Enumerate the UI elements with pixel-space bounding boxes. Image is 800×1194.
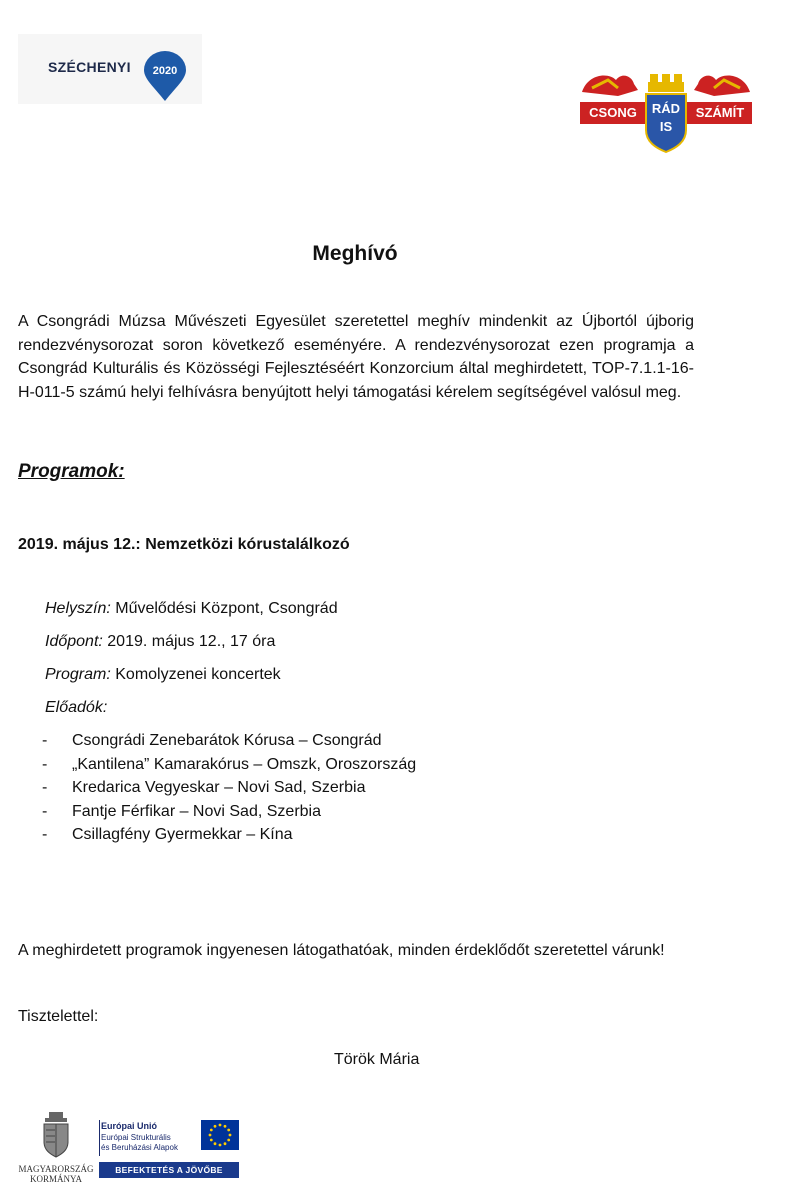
eu-logo-banner: BEFEKTETÉS A JÖVŐBE: [99, 1162, 239, 1178]
time-value: 2019. május 12., 17 óra: [107, 633, 276, 650]
list-item: [42, 823, 416, 847]
performers-label: Előadók:: [45, 699, 108, 716]
time-label: Időpont:: [45, 633, 103, 650]
list-dash: -: [42, 779, 48, 796]
performer-name: Csillagfény Gyermekkar – Kína: [72, 826, 293, 843]
venue-label: Helyszín:: [45, 600, 111, 617]
szechenyi-pin-icon: [140, 51, 190, 103]
performer-name: „Kantilena” Kamarakórus – Omszk, Oroszország: [72, 755, 417, 773]
hungary-government-logo: [18, 1112, 94, 1184]
list-dash: -: [42, 755, 48, 773]
performer-name: Csongrádi Zenebarátok Kórusa – Csongrád: [72, 732, 382, 749]
eu-flag-icon: [201, 1120, 239, 1150]
time-line: [45, 633, 275, 651]
szechenyi-logo-word: SZÉCHENYI: [48, 59, 131, 75]
program-value: Komolyzenei koncertek: [115, 666, 281, 683]
csongrad-logo-middle: RÁD: [651, 101, 681, 116]
hungary-logo-line1: MAGYARORSZÁG: [18, 1164, 94, 1174]
eu-logo-line2: Európai Strukturális: [101, 1133, 171, 1142]
eu-logo-line1: Európai Unió: [101, 1121, 157, 1131]
list-item: [42, 800, 416, 824]
list-item: [42, 729, 416, 753]
eu-logo-line3: és Beruházási Alapok: [101, 1143, 178, 1152]
eu-logo-divider: [99, 1120, 100, 1156]
list-dash: -: [42, 802, 48, 820]
eu-funds-logo: [97, 1116, 245, 1182]
closing-sentence: A meghirdetett programok ingyenesen látogathatóak, minden érdeklődőt szeretettel várunk!: [18, 942, 665, 959]
document-title: Meghívó: [312, 242, 398, 265]
program-label: Program:: [45, 666, 111, 683]
coat-of-arms-icon: [18, 1112, 94, 1160]
performers-line: [45, 699, 107, 717]
list-item: [42, 753, 416, 777]
performers-list: [42, 729, 416, 847]
event-heading: 2019. május 12.: Nemzetközi kórustalálkozó: [18, 536, 350, 553]
programs-heading: Programok:: [18, 461, 125, 482]
list-dash: -: [42, 732, 48, 749]
hungary-logo-line2: KORMÁNYA: [29, 1174, 82, 1184]
program-line: [45, 666, 281, 684]
intro-paragraph: A Csongrádi Múzsa Művészeti Egyesület szeretettel meghív mindenkit az Újbortól újborig rendezvénysorozat soron következő eseményére. A rendezvénysorozat ezen programja a Csongrád Kulturális és Közösségi Fejlesztéséért Konzorcium által meghirdetett, TOP-7.1.1-16-H-011-5 számú helyi felhívásra benyújtott helyi támogatási kérelem segítségével valósul meg.: [18, 313, 694, 401]
list-item: [42, 776, 416, 800]
venue-line: [45, 600, 338, 618]
csongrad-szamit-logo: [578, 66, 754, 156]
venue-value: Művelődési Központ, Csongrád: [115, 600, 338, 617]
csongrad-logo-right: SZÁMÍT: [695, 105, 745, 120]
szechenyi-logo-year: 2020: [152, 65, 178, 77]
signature: Török Mária: [334, 1051, 420, 1068]
szechenyi-2020-logo: [18, 34, 202, 104]
performer-name: Kredarica Vegyeskar – Novi Sad, Szerbia: [72, 779, 366, 796]
csongrad-logo-bottom: IS: [659, 119, 673, 134]
performer-name: Fantje Férfikar – Novi Sad, Szerbia: [72, 802, 321, 820]
list-dash: -: [42, 826, 48, 843]
greeting: Tisztelettel:: [18, 1008, 99, 1025]
csongrad-logo-left: CSONG: [589, 105, 637, 120]
